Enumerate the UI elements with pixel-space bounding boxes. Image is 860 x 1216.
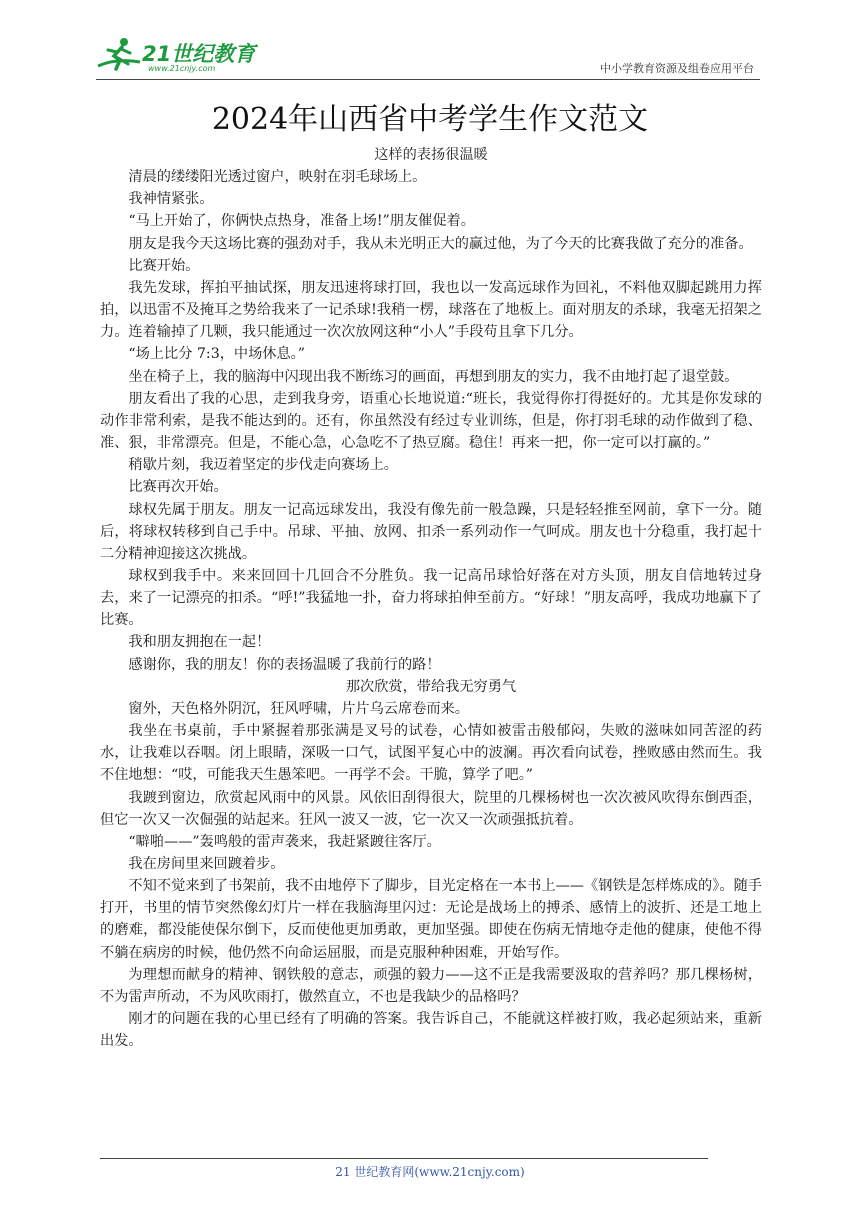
paragraph: 我和朋友拥抱在一起！ xyxy=(128,634,271,651)
paragraph: 为理想而献身的精神、钢铁般的意志，顽强的毅力——这不正是我需要汲取的营养吗？那几棵杨树，不为雷声所动，不为风吹雨打，傲然直立，不也是我缺少的品格吗？ xyxy=(100,966,762,1005)
paragraph: 我先发球，挥拍平抽试探，朋友迅速将球打回，我也以一发高远球作为回礼，不料他双脚起跳用力挥拍，以迅雷不及掩耳之势给我来了一记杀球!我稍一楞，球落在了地板上。面对朋友的杀球，我毫无招架之力。连着输掉了几颗，我只能通过一次次放网这种“小人”手段苟且拿下几分。 xyxy=(100,279,762,341)
essay-1-subtitle: 这样的表扬很温暖 xyxy=(374,147,488,163)
platform-tagline: 中小学教育资源及组卷应用平台 xyxy=(600,62,754,75)
paragraph: 球权到我手中。来来回回十几回合不分胜负。我一记高吊球恰好落在对方头顶，朋友自信地转过身去，来了一记漂亮的扣杀。“呼!”我猛地一扑，奋力将球拍伸至前方。“好球！”朋友高呼，我成功地赢下了比赛。 xyxy=(100,567,762,629)
paragraph: 窗外，天色格外阴沉，狂风呼啸，片片乌云席卷而来。 xyxy=(128,700,469,717)
paragraph: “马上开始了，你俩快点热身，准备上场!”朋友催促着。 xyxy=(128,213,475,230)
site-logo[interactable] xyxy=(96,34,266,78)
footer-divider xyxy=(100,1158,708,1159)
paragraph: 稍歇片刻，我迈着坚定的步伐走向赛场上。 xyxy=(128,457,398,474)
paragraph: 球权先属于朋友。朋友一记高远球发出，我没有像先前一般急躁，只是轻轻推至网前，拿下一分。随后，将球权转移到自己手中。吊球、平抽、放网、扣杀一系列动作一气呵成。朋友也十分稳重，我打起十二分精神迎接这次挑战。 xyxy=(100,501,762,562)
paragraph: 清晨的缕缕阳光透过窗户，映射在羽毛球场上。 xyxy=(128,169,427,186)
page-header xyxy=(96,34,760,78)
paragraph: 我踱到窗边，欣赏起风雨中的风景。风依旧刮得很大，院里的几棵杨树也一次次被风吹得东倒西歪，但它一次又一次倔强的站起来。狂风一波又一波，它一次又一次顽强抵抗着。 xyxy=(100,789,762,828)
document-title: 2024年山西省中考学生作文范文 xyxy=(211,102,649,137)
paragraph: 我在房间里来回踱着步。 xyxy=(128,856,285,872)
paragraph: 感谢你，我的朋友！你的表扬温暖了我前行的路！ xyxy=(128,656,441,673)
paragraph: 朋友看出了我的心思，走到我身旁，语重心长地说道:“班长，我觉得你打得挺好的。尤其是你发球的动作非常利索，是我不能达到的。还有，你虽然没有经过专业训练，但是，你打羽毛球的动作做到了稳、准、狠，非常漂亮。但是，不能心急，心急吃不了热豆腐。稳住！再来一把，你一定可以打赢的。” xyxy=(100,390,762,452)
logo-url: www.21cnjy.com xyxy=(148,64,216,73)
footer-link[interactable]: 21 世纪教育网(www.21cnjy.com) xyxy=(335,1165,525,1179)
paragraph: “场上比分 7:3，中场休息。” xyxy=(128,346,306,363)
header-divider xyxy=(96,79,760,80)
runner-logo-icon xyxy=(96,36,142,76)
essay-2-subtitle: 那次欣赏，带给我无穷勇气 xyxy=(345,678,517,695)
paragraph: 坐在椅子上，我的脑海中闪现出我不断练习的画面，再想到朋友的实力，我不由地打起了退堂鼓。 xyxy=(128,368,739,385)
paragraph: 我神情紧张。 xyxy=(128,191,214,208)
paragraph: 比赛再次开始。 xyxy=(128,479,228,496)
paragraph: 刚才的问题在我的心里已经有了明确的答案。我告诉自己，不能就这样被打败，我必起须站来，重新出发。 xyxy=(100,1011,762,1050)
document-body xyxy=(100,144,762,1052)
paragraph: “噼啪——”轰鸣般的雷声袭来，我赶紧踱往客厅。 xyxy=(128,833,441,850)
paragraph: 比赛开始。 xyxy=(128,257,200,274)
logo-wordmark: 21世纪教育 xyxy=(142,42,256,66)
paragraph: 我坐在书桌前，手中紧握着那张满是叉号的试卷，心情如被雷击般郁闷，失败的滋味如同苦涩的药水，让我难以吞咽。闭上眼睛，深吸一口气，试图平复心中的波澜。再次看向试卷，挫败感由然而生。我不住地想：“哎，可能我天生愚笨吧。一再学不会。干脆，算学了吧。” xyxy=(100,723,762,784)
paragraph: 不知不觉来到了书架前，我不由地停下了脚步，目光定格在一本书上——《钢铁是怎样炼成的》。随手打开，书里的情节突然像幻灯片一样在我脑海里闪过：无论是战场上的搏杀、感情上的波折、还是工地上的磨难，都没能使保尔倒下，反而使他更加勇敢，更加坚强。即使在伤病无情地夺走他的健康，使他不得不躺在病房的时候，他仍然不向命运屈服，而是克服种种困难，开始写作。 xyxy=(100,878,762,961)
paragraph: 朋友是我今天这场比赛的强劲对手，我从未光明正大的赢过他，为了今天的比赛我做了充分的准备。 xyxy=(128,235,753,252)
